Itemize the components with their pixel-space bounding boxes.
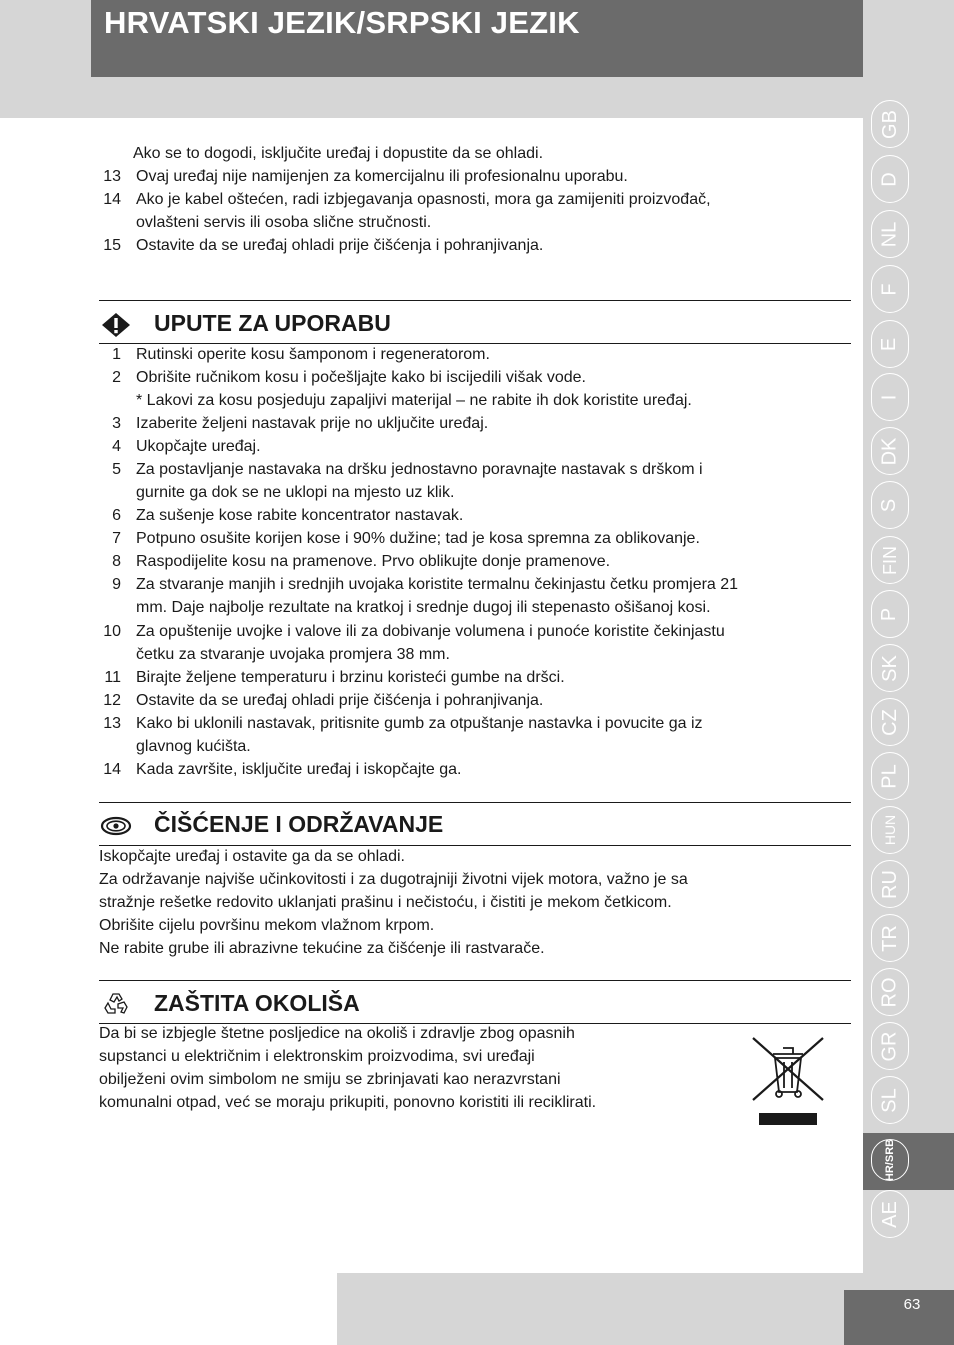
section-rule-top [99, 802, 851, 803]
tab-d[interactable]: D [871, 155, 909, 203]
tab-fin[interactable]: FIN [871, 536, 909, 584]
title-bar [91, 0, 863, 77]
tab-nl[interactable]: NL [871, 210, 909, 258]
paragraph-line: Iskopčajte uređaj i ostavite ga da se ohladi. [99, 848, 405, 865]
tab-hr-srb[interactable]: HR/SRB [871, 1136, 909, 1184]
tab-dk[interactable]: DK [871, 427, 909, 475]
page-title: HRVATSKI JEZIK/SRPSKI JEZIK [104, 5, 580, 40]
tab-ro[interactable]: RO [871, 968, 909, 1016]
section-title-cleaning: ČIŠĆENJE I ODRŽAVANJE [154, 811, 444, 837]
tab-f[interactable]: F [871, 265, 909, 313]
tab-e[interactable]: E [871, 320, 909, 368]
tab-cz[interactable]: CZ [871, 698, 909, 746]
tab-ae[interactable]: AE [871, 1190, 909, 1238]
environment-text [99, 1022, 719, 1114]
tab-gr[interactable]: GR [871, 1022, 909, 1070]
paragraph-line: Da bi se izbjegle štetne posljedice na okoliš i zdravlje zbog opasnih [99, 1025, 575, 1042]
section-title-usage: UPUTE ZA UPORABU [154, 310, 391, 336]
tab-gb[interactable]: GB [871, 100, 909, 148]
paragraph-line: Ne rabite grube ili abrazivne tekućine za čišćenje ili rastvarače. [99, 940, 545, 957]
tab-tr[interactable]: TR [871, 914, 909, 962]
section-rule-top [99, 300, 851, 301]
paragraph-line: supstanci u električnim i elektronskim proizvodima, svi uređaji [99, 1048, 535, 1065]
warning-icon [100, 312, 132, 338]
tab-hun[interactable]: HUN [871, 806, 909, 854]
paragraph-line: komunalni otpad, već se moraju prikupiti, ponovno koristiti ili reciklirati. [99, 1094, 597, 1111]
tab-p[interactable]: P [871, 590, 909, 638]
tab-sk[interactable]: SK [871, 644, 909, 692]
paragraph-line: obilježeni ovim simbolom ne smiju se zbrinjavati kao nerazvrstani [99, 1071, 561, 1088]
crossed-bin-icon [751, 1034, 825, 1128]
page-background-bottom [0, 1273, 337, 1345]
recycle-icon [100, 991, 132, 1017]
page-number: 63 [903, 1296, 921, 1313]
tab-pl[interactable]: PL [871, 752, 909, 800]
tab-ru[interactable]: RU [871, 860, 909, 908]
language-tabs [863, 100, 954, 1240]
eye-icon [100, 813, 132, 839]
section-rule-top [99, 980, 851, 981]
tab-i[interactable]: I [871, 373, 909, 421]
section-title-environment: ZAŠTITA OKOLIŠA [154, 990, 360, 1016]
paragraph-line: Za održavanje najviše učinkovitosti i za dugotrajniji životni vijek motora, važno je sa [99, 871, 688, 888]
page-number-box [844, 1290, 954, 1345]
tab-sl[interactable]: SL [871, 1076, 909, 1124]
tab-s[interactable]: S [871, 481, 909, 529]
paragraph-line: stražnje rešetke redovito uklanjati prašinu i nečistoću, i čistiti je mekom četkicom. [99, 894, 672, 911]
paragraph-line: Obrišite cijelu površinu mekom vlažnom krpom. [99, 917, 435, 934]
